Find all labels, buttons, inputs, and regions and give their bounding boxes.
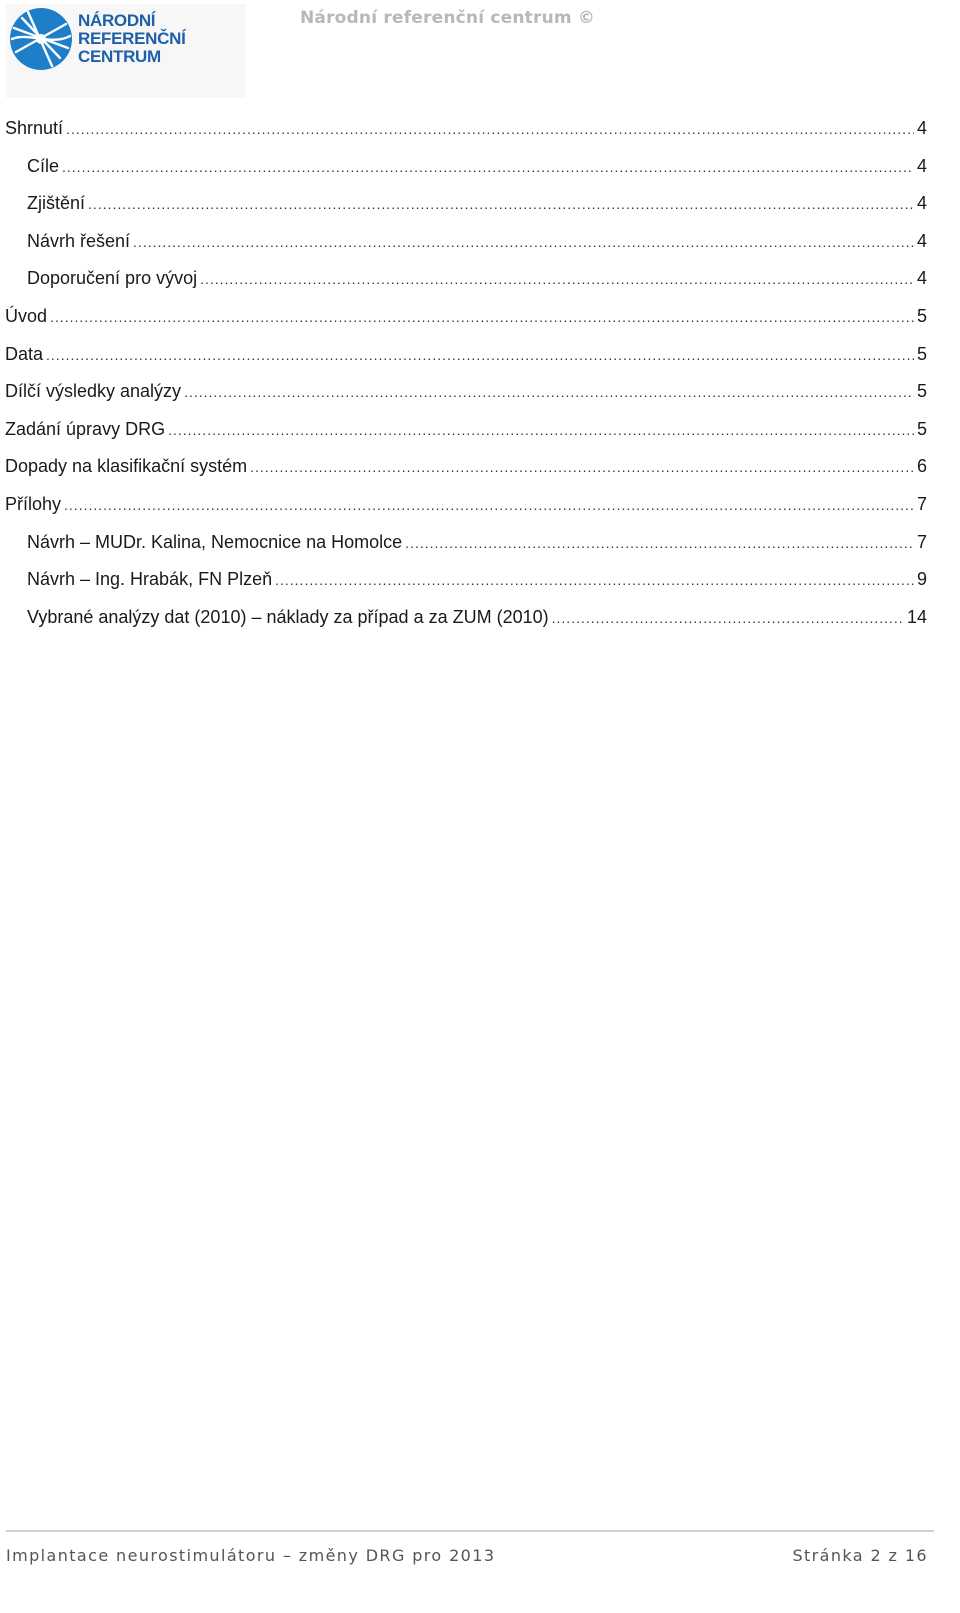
logo bbox=[6, 4, 246, 98]
toc-entry[interactable] bbox=[5, 304, 927, 328]
toc-entry[interactable] bbox=[27, 605, 927, 629]
logo-line: CENTRUM bbox=[78, 47, 161, 66]
toc-dot-leader bbox=[133, 230, 914, 254]
toc-entry-page-number: 9 bbox=[916, 569, 927, 589]
toc-dot-leader bbox=[88, 192, 914, 216]
toc-entry-page-number: 4 bbox=[916, 193, 927, 213]
toc-entry-page-number: 4 bbox=[916, 118, 927, 138]
page-header bbox=[0, 0, 960, 100]
toc-entry[interactable] bbox=[5, 492, 927, 516]
toc-dot-leader bbox=[405, 531, 914, 555]
toc-entry-label: Dílčí výsledky analýzy bbox=[5, 381, 182, 401]
header-title: Národní referenční centrum © bbox=[300, 8, 596, 28]
toc-dot-leader bbox=[62, 155, 914, 179]
toc-entry[interactable] bbox=[5, 379, 927, 403]
toc-entry[interactable] bbox=[5, 342, 927, 366]
toc-entry[interactable] bbox=[27, 229, 927, 253]
toc-entry-page-number: 4 bbox=[916, 156, 927, 176]
toc-entry-label: Data bbox=[5, 344, 44, 364]
logo-wordmark bbox=[78, 12, 186, 66]
toc-entry-page-number: 5 bbox=[916, 344, 927, 364]
toc-dot-leader bbox=[64, 493, 914, 517]
logo-line: NÁRODNÍ bbox=[78, 11, 156, 30]
toc-dot-leader bbox=[275, 568, 914, 592]
toc-entry-label: Zadání úpravy DRG bbox=[5, 419, 166, 439]
toc-dot-leader bbox=[66, 117, 914, 141]
toc-entry-page-number: 14 bbox=[906, 607, 927, 627]
toc-dot-leader bbox=[184, 380, 914, 404]
toc-entry[interactable] bbox=[27, 266, 927, 290]
toc-entry[interactable] bbox=[5, 417, 927, 441]
toc-entry-page-number: 4 bbox=[916, 231, 927, 251]
toc-dot-leader bbox=[46, 343, 914, 367]
toc-entry-label: Úvod bbox=[5, 306, 48, 326]
toc-entry-page-number: 4 bbox=[916, 268, 927, 288]
toc-entry[interactable] bbox=[27, 530, 927, 554]
toc-entry-label: Dopady na klasifikační systém bbox=[5, 456, 248, 476]
toc-entry-page-number: 7 bbox=[916, 532, 927, 552]
logo-line: REFERENČNÍ bbox=[78, 29, 186, 48]
toc-entry[interactable] bbox=[5, 454, 927, 478]
toc-entry-page-number: 5 bbox=[916, 306, 927, 326]
toc-dot-leader bbox=[168, 418, 914, 442]
toc-entry[interactable] bbox=[27, 191, 927, 215]
footer-page-number: Stránka 2 z 16 bbox=[792, 1546, 928, 1565]
toc-entry-page-number: 6 bbox=[916, 456, 927, 476]
footer-divider bbox=[6, 1530, 934, 1532]
toc-entry-page-number: 7 bbox=[916, 494, 927, 514]
toc-entry-label: Přílohy bbox=[5, 494, 62, 514]
toc-dot-leader bbox=[552, 606, 904, 630]
footer-document-title: Implantace neurostimulátoru – změny DRG pro 2013 bbox=[6, 1546, 496, 1565]
toc-entry-label: Návrh – MUDr. Kalina, Nemocnice na Homolce bbox=[27, 532, 403, 552]
toc-dot-leader bbox=[200, 267, 914, 291]
toc-entry[interactable] bbox=[27, 154, 927, 178]
toc-entry[interactable] bbox=[27, 567, 927, 591]
toc-entry-page-number: 5 bbox=[916, 381, 927, 401]
toc-entry-label: Cíle bbox=[27, 156, 60, 176]
nrc-globe-logo-icon bbox=[8, 6, 74, 72]
toc-entry-page-number: 5 bbox=[916, 419, 927, 439]
toc-dot-leader bbox=[50, 305, 914, 329]
toc-entry-label: Shrnutí bbox=[5, 118, 64, 138]
toc-entry-label: Návrh řešení bbox=[27, 231, 131, 251]
toc-entry-label: Návrh – Ing. Hrabák, FN Plzeň bbox=[27, 569, 273, 589]
toc-entry[interactable] bbox=[5, 116, 927, 140]
toc-entry-label: Vybrané analýzy dat (2010) – náklady za případ a za ZUM (2010) bbox=[27, 607, 549, 627]
toc-dot-leader bbox=[250, 455, 914, 479]
toc-entry-label: Doporučení pro vývoj bbox=[27, 268, 198, 288]
toc-entry-label: Zjištění bbox=[27, 193, 86, 213]
